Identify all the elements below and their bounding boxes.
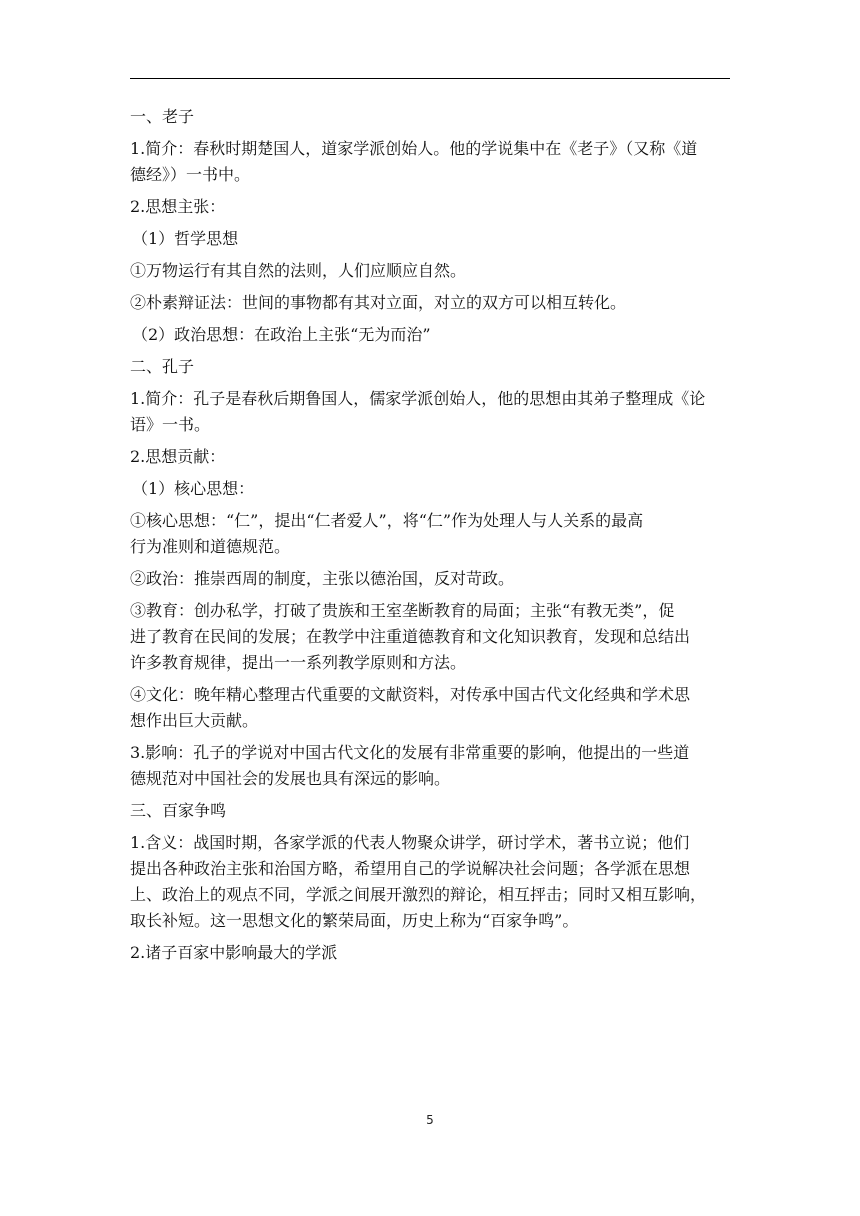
paragraph-line: ①核心思想：“仁”，提出“仁者爱人”，将“仁”作为处理人与人关系的最高 [130, 511, 644, 530]
paragraph-line: 行为准则和道德规范。 [130, 537, 291, 556]
paragraph-line: ②朴素辩证法：世间的事物都有其对立面，对立的双方可以相互转化。 [130, 293, 627, 312]
subheading: 2.思想贡献： [130, 447, 226, 466]
paragraph-line: 3.影响：孔子的学说对中国古代文化的发展有非常重要的影响，他提出的一些道 [130, 743, 690, 762]
paragraph-line: （2）政治思想：在政治上主张“无为而治” [132, 325, 431, 344]
paragraph-line: 进了教育在民间的发展；在教学中注重道德教育和文化知识教育，发现和总结出 [130, 627, 691, 646]
paragraph-line: 2.诸子百家中影响最大的学派 [130, 943, 338, 962]
paragraph-line: 德规范对中国社会的发展也具有深远的影响。 [130, 769, 451, 788]
paragraph-line: 1.简介：春秋时期楚国人，道家学派创始人。他的学说集中在《老子》（又称《道 [130, 139, 698, 158]
paragraph-line: 1.含义：战国时期，各家学派的代表人物聚众讲学，研讨学术，著书立说；他们 [130, 833, 690, 852]
subheading: （1）哲学思想 [132, 229, 239, 248]
paragraph-line: 许多教育规律，提出一一系列教学原则和方法。 [130, 653, 467, 672]
section-heading-laozi: 一、老子 [130, 107, 195, 126]
document-body [130, 107, 730, 975]
paragraph-line: 上、政治上的观点不同，学派之间展开激烈的辩论，相互抨击；同时又相互影响， [130, 885, 707, 904]
paragraph-line: ①万物运行有其自然的法则，人们应顺应自然。 [130, 261, 467, 280]
paragraph-line: 德经》）一书中。 [130, 165, 251, 184]
paragraph-line: 想作出巨大贡献。 [130, 711, 259, 730]
subheading: 2.思想主张： [130, 197, 226, 216]
paragraph-line: ③教育：创办私学，打破了贵族和王室垄断教育的局面；主张“有教无类”，促 [130, 601, 675, 620]
section-heading-kongzi: 二、孔子 [130, 357, 195, 376]
header-rule [130, 78, 730, 79]
subheading: （1）核心思想： [132, 479, 255, 498]
paragraph-line: 语》一书。 [130, 415, 211, 434]
page-number: 5 [426, 1113, 434, 1127]
paragraph-line: 1.简介：孔子是春秋后期鲁国人，儒家学派创始人，他的思想由其弟子整理成《论 [130, 389, 706, 408]
paragraph-line: 取长补短。这一思想文化的繁荣局面，历史上称为“百家争鸣”。 [130, 911, 579, 930]
paragraph-line: ④文化：晚年精心整理古代重要的文献资料，对传承中国古代文化经典和学术思 [130, 685, 691, 704]
paragraph-line: 提出各种政治主张和治国方略，希望用自己的学说解决社会问题；各学派在思想 [130, 859, 691, 878]
paragraph-line: ②政治：推崇西周的制度，主张以德治国，反对苛政。 [130, 569, 515, 588]
section-heading-baijia: 三、百家争鸣 [130, 801, 227, 820]
